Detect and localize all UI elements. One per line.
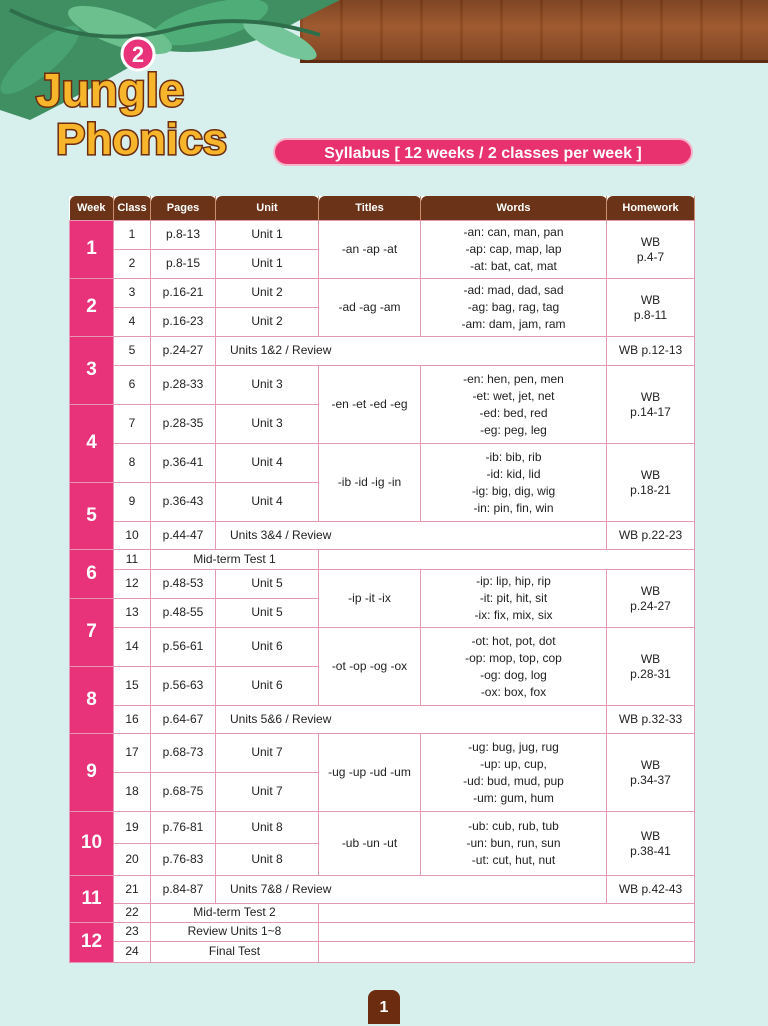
titles-cell: -ib -id -ig -in bbox=[319, 444, 421, 522]
test-cell: Review Units 1~8 bbox=[151, 923, 319, 942]
class-cell: 16 bbox=[114, 706, 151, 734]
homework-cell: WB p.8-11 bbox=[607, 279, 695, 337]
class-cell: 4 bbox=[114, 308, 151, 337]
empty-cell bbox=[319, 550, 695, 570]
week-cell: 1 bbox=[70, 221, 114, 279]
logo-word-phonics: Phonics bbox=[56, 115, 228, 164]
jungle-phonics-logo bbox=[28, 36, 258, 166]
week-cell: 7 bbox=[70, 599, 114, 667]
pages-cell: p.36-43 bbox=[151, 483, 216, 522]
week-cell: 5 bbox=[70, 483, 114, 550]
week-cell: 11 bbox=[70, 876, 114, 923]
table-row bbox=[70, 550, 695, 570]
class-cell: 8 bbox=[114, 444, 151, 483]
class-cell: 13 bbox=[114, 599, 151, 628]
pages-cell: p.84-87 bbox=[151, 876, 216, 904]
titles-cell: -ad -ag -am bbox=[319, 279, 421, 337]
titles-cell: -en -et -ed -eg bbox=[319, 366, 421, 444]
homework-cell: WB p.4-7 bbox=[607, 221, 695, 279]
header-words: Words bbox=[421, 196, 607, 221]
class-cell: 22 bbox=[114, 904, 151, 923]
table-row bbox=[70, 570, 695, 599]
unit-cell: Unit 8 bbox=[216, 812, 319, 844]
homework-cell: WB p.12-13 bbox=[607, 337, 695, 366]
week-cell: 8 bbox=[70, 667, 114, 734]
pages-cell: p.16-21 bbox=[151, 279, 216, 308]
pages-cell: p.76-83 bbox=[151, 844, 216, 876]
pages-cell: p.68-75 bbox=[151, 773, 216, 812]
class-cell: 18 bbox=[114, 773, 151, 812]
unit-cell: Unit 4 bbox=[216, 483, 319, 522]
homework-cell: WB p.28-31 bbox=[607, 628, 695, 706]
week-cell: 2 bbox=[70, 279, 114, 337]
week-cell: 9 bbox=[70, 734, 114, 812]
unit-cell: Unit 5 bbox=[216, 599, 319, 628]
titles-cell: -ot -op -og -ox bbox=[319, 628, 421, 706]
class-cell: 5 bbox=[114, 337, 151, 366]
table-row bbox=[70, 812, 695, 844]
class-cell: 12 bbox=[114, 570, 151, 599]
homework-cell: WB p.34-37 bbox=[607, 734, 695, 812]
class-cell: 6 bbox=[114, 366, 151, 405]
pages-cell: p.68-73 bbox=[151, 734, 216, 773]
homework-cell: WB p.38-41 bbox=[607, 812, 695, 876]
class-cell: 21 bbox=[114, 876, 151, 904]
unit-cell: Unit 4 bbox=[216, 444, 319, 483]
words-cell: -ad: mad, dad, sad -ag: bag, rag, tag -am: dam, jam, ram bbox=[421, 279, 607, 337]
class-cell: 17 bbox=[114, 734, 151, 773]
pages-cell: p.28-35 bbox=[151, 405, 216, 444]
words-cell: -ub: cub, rub, tub -un: bun, run, sun -ut: cut, hut, nut bbox=[421, 812, 607, 876]
words-cell: -ot: hot, pot, dot -op: mop, top, cop -og: dog, log -ox: box, fox bbox=[421, 628, 607, 706]
unit-cell: Unit 5 bbox=[216, 570, 319, 599]
words-cell: -ug: bug, jug, rug -up: up, cup, -ud: bud, mud, pup -um: gum, hum bbox=[421, 734, 607, 812]
test-cell: Final Test bbox=[151, 942, 319, 963]
table-row bbox=[70, 279, 695, 308]
class-cell: 11 bbox=[114, 550, 151, 570]
words-cell: -ip: lip, hip, rip -it: pit, hit, sit -ix: fix, mix, six bbox=[421, 570, 607, 628]
unit-cell: Unit 3 bbox=[216, 366, 319, 405]
table-header-row bbox=[70, 196, 695, 221]
titles-cell: -ug -up -ud -um bbox=[319, 734, 421, 812]
class-cell: 23 bbox=[114, 923, 151, 942]
table-row bbox=[70, 522, 695, 550]
pages-cell: p.56-63 bbox=[151, 667, 216, 706]
syllabus-table bbox=[69, 196, 695, 963]
header-class: Class bbox=[114, 196, 151, 221]
pages-cell: p.48-55 bbox=[151, 599, 216, 628]
class-cell: 19 bbox=[114, 812, 151, 844]
homework-cell: WB p.14-17 bbox=[607, 366, 695, 444]
review-cell: Units 3&4 / Review bbox=[216, 522, 607, 550]
page-number: 1 bbox=[368, 990, 400, 1024]
table-row bbox=[70, 706, 695, 734]
week-cell: 6 bbox=[70, 550, 114, 599]
week-cell: 4 bbox=[70, 405, 114, 483]
header-titles: Titles bbox=[319, 196, 421, 221]
homework-cell: WB p.42-43 bbox=[607, 876, 695, 904]
class-cell: 3 bbox=[114, 279, 151, 308]
empty-cell bbox=[319, 923, 695, 942]
pages-cell: p.24-27 bbox=[151, 337, 216, 366]
week-cell: 10 bbox=[70, 812, 114, 876]
pages-cell: p.16-23 bbox=[151, 308, 216, 337]
unit-cell: Unit 3 bbox=[216, 405, 319, 444]
review-cell: Units 5&6 / Review bbox=[216, 706, 607, 734]
table-row bbox=[70, 734, 695, 773]
homework-cell: WB p.18-21 bbox=[607, 444, 695, 522]
class-cell: 2 bbox=[114, 250, 151, 279]
class-cell: 15 bbox=[114, 667, 151, 706]
table-row bbox=[70, 628, 695, 667]
unit-cell: Unit 1 bbox=[216, 221, 319, 250]
homework-cell: WB p.22-23 bbox=[607, 522, 695, 550]
pages-cell: p.48-53 bbox=[151, 570, 216, 599]
unit-cell: Unit 7 bbox=[216, 734, 319, 773]
unit-cell: Unit 1 bbox=[216, 250, 319, 279]
class-cell: 14 bbox=[114, 628, 151, 667]
table-row bbox=[70, 876, 695, 904]
titles-cell: -ub -un -ut bbox=[319, 812, 421, 876]
unit-cell: Unit 7 bbox=[216, 773, 319, 812]
logo-word-jungle: Jungle bbox=[36, 64, 185, 116]
header-pages: Pages bbox=[151, 196, 216, 221]
unit-cell: Unit 8 bbox=[216, 844, 319, 876]
class-cell: 20 bbox=[114, 844, 151, 876]
words-cell: -en: hen, pen, men -et: wet, jet, net -ed: bed, red -eg: peg, leg bbox=[421, 366, 607, 444]
empty-cell bbox=[319, 942, 695, 963]
class-cell: 9 bbox=[114, 483, 151, 522]
homework-cell: WB p.24-27 bbox=[607, 570, 695, 628]
pages-cell: p.8-15 bbox=[151, 250, 216, 279]
unit-cell: Unit 2 bbox=[216, 308, 319, 337]
titles-cell: -ip -it -ix bbox=[319, 570, 421, 628]
table-row bbox=[70, 366, 695, 405]
class-cell: 24 bbox=[114, 942, 151, 963]
header-week: Week bbox=[70, 196, 114, 221]
table-row bbox=[70, 942, 695, 963]
table-row bbox=[70, 444, 695, 483]
unit-cell: Unit 6 bbox=[216, 628, 319, 667]
logo-number: 2 bbox=[131, 42, 145, 67]
pages-cell: p.8-13 bbox=[151, 221, 216, 250]
class-cell: 10 bbox=[114, 522, 151, 550]
pages-cell: p.28-33 bbox=[151, 366, 216, 405]
review-cell: Units 7&8 / Review bbox=[216, 876, 607, 904]
class-cell: 7 bbox=[114, 405, 151, 444]
syllabus-banner: Syllabus [ 12 weeks / 2 classes per week ] bbox=[273, 138, 693, 166]
wood-header bbox=[300, 0, 768, 63]
header-homework: Homework bbox=[607, 196, 695, 221]
pages-cell: p.36-41 bbox=[151, 444, 216, 483]
pages-cell: p.64-67 bbox=[151, 706, 216, 734]
week-cell: 3 bbox=[70, 337, 114, 405]
pages-cell: p.56-61 bbox=[151, 628, 216, 667]
homework-cell: WB p.32-33 bbox=[607, 706, 695, 734]
test-cell: Mid-term Test 1 bbox=[151, 550, 319, 570]
review-cell: Units 1&2 / Review bbox=[216, 337, 607, 366]
empty-cell bbox=[319, 904, 695, 923]
class-cell: 1 bbox=[114, 221, 151, 250]
header-unit: Unit bbox=[216, 196, 319, 221]
words-cell: -ib: bib, rib -id: kid, lid -ig: big, dig, wig -in: pin, fin, win bbox=[421, 444, 607, 522]
unit-cell: Unit 6 bbox=[216, 667, 319, 706]
week-cell: 12 bbox=[70, 923, 114, 963]
table-row bbox=[70, 337, 695, 366]
table-row bbox=[70, 923, 695, 942]
words-cell: -an: can, man, pan -ap: cap, map, lap -at: bat, cat, mat bbox=[421, 221, 607, 279]
table-row bbox=[70, 904, 695, 923]
test-cell: Mid-term Test 2 bbox=[151, 904, 319, 923]
unit-cell: Unit 2 bbox=[216, 279, 319, 308]
pages-cell: p.76-81 bbox=[151, 812, 216, 844]
pages-cell: p.44-47 bbox=[151, 522, 216, 550]
titles-cell: -an -ap -at bbox=[319, 221, 421, 279]
table-row bbox=[70, 221, 695, 250]
